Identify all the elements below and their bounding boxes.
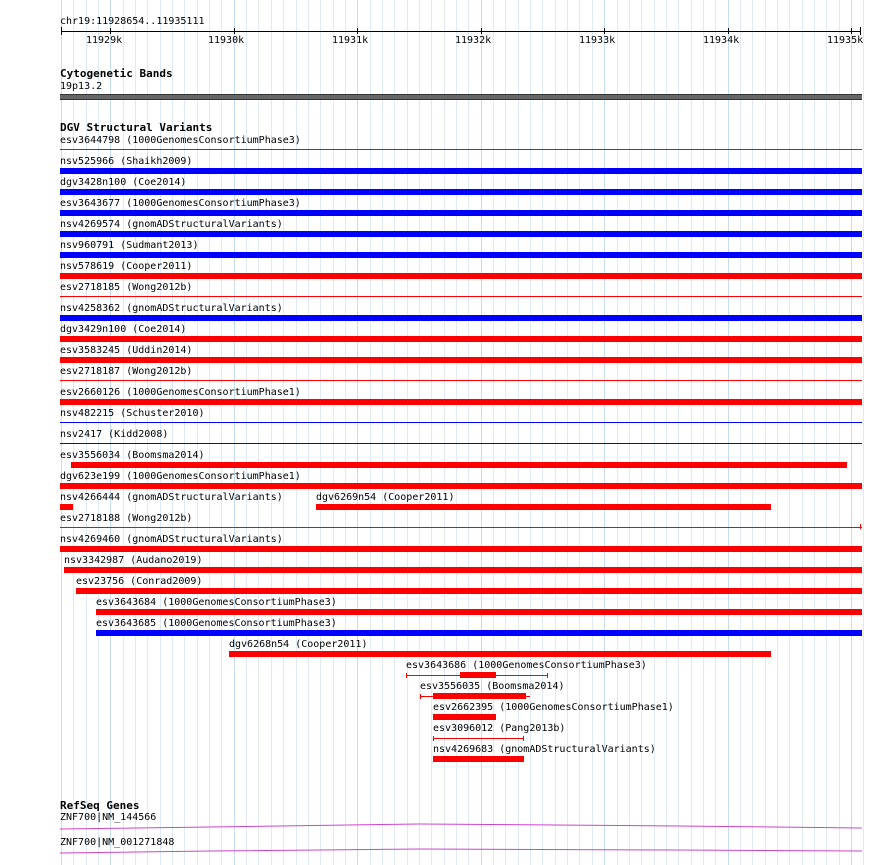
variant-label[interactable]: esv3643686 (1000GenomesConsortiumPhase3) bbox=[406, 660, 647, 671]
variant-feature[interactable] bbox=[60, 252, 862, 258]
ruler-axis bbox=[61, 31, 861, 32]
variant-label[interactable]: nsv3342987 (Audano2019) bbox=[64, 555, 203, 566]
variant-feature[interactable] bbox=[60, 357, 862, 363]
variant-label[interactable]: nsv4258362 (gnomADStructuralVariants) bbox=[60, 303, 283, 314]
variant-feature[interactable] bbox=[60, 399, 862, 405]
variant-feature[interactable] bbox=[64, 567, 862, 573]
variant-label[interactable]: nsv525966 (Shaikh2009) bbox=[60, 156, 193, 167]
cytoband-bar[interactable] bbox=[60, 94, 862, 100]
variant-feature[interactable] bbox=[60, 483, 862, 489]
variant-label[interactable]: nsv4269460 (gnomADStructuralVariants) bbox=[60, 534, 283, 545]
variant-feature[interactable] bbox=[60, 210, 862, 216]
variant-label[interactable]: esv2662395 (1000GenomesConsortiumPhase1) bbox=[433, 702, 674, 713]
ruler-tick-label: 11930k bbox=[208, 35, 245, 46]
ruler-tick-label: 11933k bbox=[579, 35, 616, 46]
variant-label[interactable]: esv2718187 (Wong2012b) bbox=[60, 366, 193, 377]
variant-feature[interactable] bbox=[60, 273, 862, 279]
variant-label[interactable]: esv3643685 (1000GenomesConsortiumPhase3) bbox=[96, 618, 337, 629]
variant-feature[interactable] bbox=[60, 296, 862, 297]
variant-feature[interactable] bbox=[96, 630, 862, 636]
variant-label[interactable]: dgv3429n100 (Coe2014) bbox=[60, 324, 187, 335]
variant-label[interactable]: esv3643677 (1000GenomesConsortiumPhase3) bbox=[60, 198, 301, 209]
variant-label[interactable]: nsv2417 (Kidd2008) bbox=[60, 429, 169, 440]
variant-label[interactable]: nsv4269574 (gnomADStructuralVariants) bbox=[60, 219, 283, 230]
dgv-track-title[interactable]: DGV Structural Variants bbox=[60, 121, 213, 134]
ruler-tick-label: 11929k bbox=[86, 35, 123, 46]
variant-label[interactable]: esv3644798 (1000GenomesConsortiumPhase3) bbox=[60, 135, 301, 146]
variant-feature[interactable] bbox=[60, 380, 862, 381]
variant-label[interactable]: esv3556034 (Boomsma2014) bbox=[60, 450, 205, 461]
variant-label[interactable]: esv2718188 (Wong2012b) bbox=[60, 513, 193, 524]
variant-feature[interactable] bbox=[60, 443, 862, 444]
variant-feature[interactable] bbox=[60, 149, 862, 150]
variant-label[interactable]: esv3096012 (Pang2013b) bbox=[433, 723, 566, 734]
ruler-location-label: chr19:11928654..11935111 bbox=[60, 16, 205, 27]
variant-feature[interactable] bbox=[433, 714, 496, 720]
variant-feature[interactable] bbox=[60, 336, 862, 342]
variant-label[interactable]: esv2660126 (1000GenomesConsortiumPhase1) bbox=[60, 387, 301, 398]
variant-feature[interactable] bbox=[229, 651, 771, 657]
ruler-tick-label: 11935k bbox=[827, 35, 864, 46]
variant-feature[interactable] bbox=[76, 588, 862, 594]
variant-label[interactable]: nsv4266444 (gnomADStructuralVariants) bbox=[60, 492, 283, 503]
ruler-tick-label: 11931k bbox=[332, 35, 369, 46]
variant-label[interactable]: esv3643684 (1000GenomesConsortiumPhase3) bbox=[96, 597, 337, 608]
cytoband-track-title[interactable]: Cytogenetic Bands bbox=[60, 67, 173, 80]
variant-feature[interactable] bbox=[60, 168, 862, 174]
variant-feature[interactable] bbox=[71, 462, 847, 468]
variant-label[interactable]: nsv960791 (Sudmant2013) bbox=[60, 240, 199, 251]
variant-label[interactable]: dgv623e199 (1000GenomesConsortiumPhase1) bbox=[60, 471, 301, 482]
cytoband-label: 19p13.2 bbox=[60, 81, 103, 92]
variant-label[interactable]: nsv4269683 (gnomADStructuralVariants) bbox=[433, 744, 656, 755]
variant-feature[interactable] bbox=[433, 756, 524, 762]
variant-label[interactable]: esv3583245 (Uddin2014) bbox=[60, 345, 193, 356]
variant-label[interactable]: dgv3428n100 (Coe2014) bbox=[60, 177, 187, 188]
variant-feature[interactable] bbox=[60, 546, 862, 552]
gene-label[interactable]: ZNF700|NM_144566 bbox=[60, 812, 157, 823]
ruler-tick-label: 11932k bbox=[455, 35, 492, 46]
variant-feature[interactable] bbox=[60, 315, 862, 321]
variant-feature[interactable] bbox=[316, 504, 771, 510]
variant-label[interactable]: dgv6268n54 (Cooper2011) bbox=[229, 639, 368, 650]
variant-feature[interactable] bbox=[60, 422, 862, 423]
gene-model[interactable] bbox=[60, 846, 862, 856]
variant-feature[interactable] bbox=[433, 738, 524, 739]
variant-feature[interactable] bbox=[96, 609, 862, 615]
variant-feature[interactable] bbox=[60, 231, 862, 237]
gene-label[interactable]: ZNF700|NM_001271848 bbox=[60, 837, 175, 848]
variant-feature[interactable] bbox=[60, 527, 862, 528]
variant-label[interactable]: nsv578619 (Cooper2011) bbox=[60, 261, 193, 272]
ruler-tick-label: 11934k bbox=[703, 35, 740, 46]
variant-feature[interactable] bbox=[60, 189, 862, 195]
refseq-track-title[interactable]: RefSeq Genes bbox=[60, 799, 140, 812]
variant-feature[interactable] bbox=[60, 504, 73, 510]
gene-model[interactable] bbox=[60, 820, 862, 832]
variant-label[interactable]: esv23756 (Conrad2009) bbox=[76, 576, 203, 587]
variant-label[interactable]: esv3556035 (Boomsma2014) bbox=[420, 681, 565, 692]
variant-label[interactable]: dgv6269n54 (Cooper2011) bbox=[316, 492, 455, 503]
variant-label[interactable]: esv2718185 (Wong2012b) bbox=[60, 282, 193, 293]
variant-label[interactable]: nsv482215 (Schuster2010) bbox=[60, 408, 205, 419]
